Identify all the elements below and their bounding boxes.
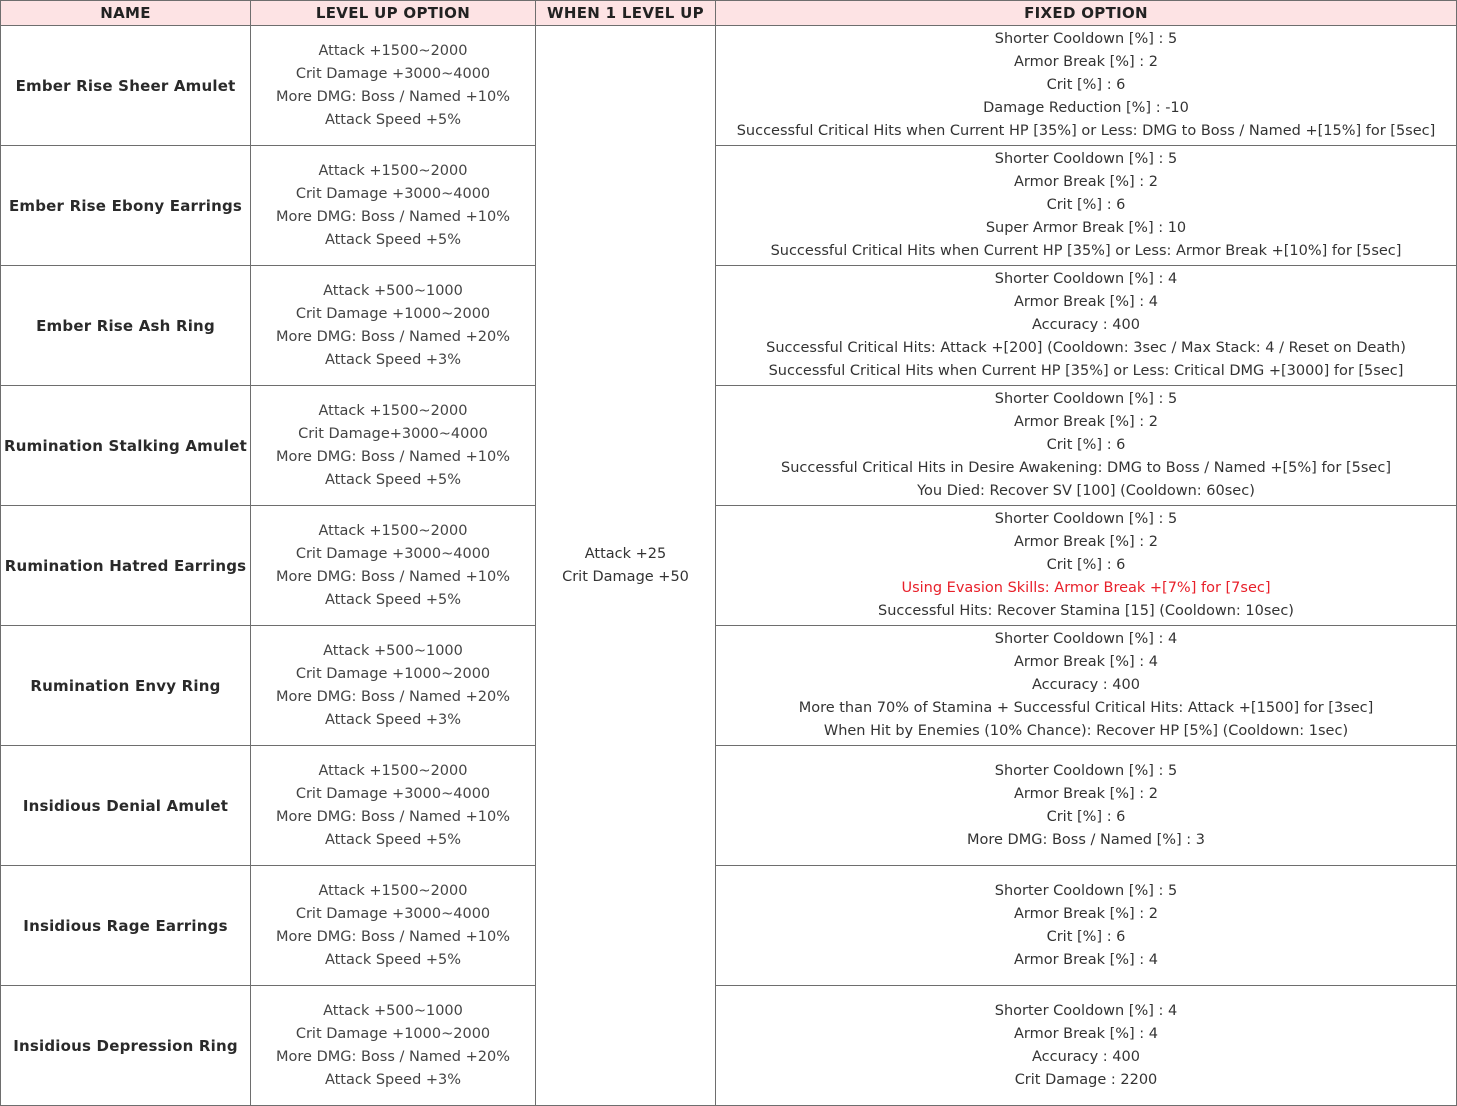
item-name: Ember Rise Ebony Earrings	[1, 146, 251, 266]
fixed-option-line: Armor Break [%] : 4	[1013, 654, 1159, 670]
level-up-option-line: More DMG: Boss / Named +10%	[276, 808, 510, 825]
fixed-option-cell	[716, 986, 1457, 1106]
fixed-option-line: Armor Break [%] : 2	[1013, 905, 1159, 922]
item-name: Insidious Rage Earrings	[1, 866, 251, 986]
level-up-option-line: More DMG: Boss / Named +20%	[276, 688, 510, 705]
level-up-option-cell	[251, 146, 536, 266]
fixed-option-line: Armor Break [%] : 2	[1013, 54, 1159, 70]
fixed-option-line: Armor Break [%] : 2	[1013, 414, 1159, 430]
fixed-option-line: Super Armor Break [%] : 10	[985, 220, 1187, 236]
fixed-option-line: Armor Break [%] : 2	[1013, 785, 1159, 802]
level-up-option-cell	[251, 26, 536, 146]
fixed-option-line: Shorter Cooldown [%] : 4	[994, 1002, 1178, 1019]
level-up-option-cell	[251, 746, 536, 866]
level-up-option-line: More DMG: Boss / Named +10%	[276, 568, 510, 585]
level-up-option-cell	[251, 386, 536, 506]
level-up-option-line: Crit Damage +3000~4000	[295, 785, 491, 802]
level-up-option-line: More DMG: Boss / Named +20%	[276, 1048, 510, 1065]
fixed-option-line: Damage Reduction [%] : -10	[983, 100, 1189, 116]
level-up-option-line: Crit Damage +3000~4000	[295, 545, 491, 562]
fixed-option-line: Crit [%] : 6	[1046, 928, 1126, 945]
level-up-option-line: Attack Speed +5%	[324, 591, 462, 608]
level-up-option-line: More DMG: Boss / Named +10%	[276, 928, 510, 945]
fixed-option-line: Shorter Cooldown [%] : 5	[994, 882, 1178, 899]
level-up-option-line: Attack Speed +5%	[324, 231, 462, 248]
table-row	[1, 386, 1457, 506]
fixed-option-line: Shorter Cooldown [%] : 5	[994, 762, 1178, 779]
fixed-option-line: Successful Critical Hits in Desire Awakening: DMG to Boss / Named +[5%] for [5sec]	[781, 460, 1391, 476]
level-up-option-line: More DMG: Boss / Named +10%	[276, 88, 510, 105]
level-up-option-line: Attack +1500~2000	[318, 522, 468, 539]
fixed-option-line: Shorter Cooldown [%] : 5	[994, 31, 1178, 47]
fixed-option-line: Crit [%] : 6	[1046, 808, 1126, 825]
fixed-option-line: Crit [%] : 6	[1046, 197, 1126, 213]
fixed-option-line: Crit [%] : 6	[1046, 437, 1126, 453]
level-up-option-line: Attack Speed +5%	[324, 831, 462, 848]
level-up-option-line: Attack Speed +5%	[324, 951, 462, 968]
fixed-option-line: Shorter Cooldown [%] : 4	[994, 271, 1178, 287]
level-up-option-line: Attack +1500~2000	[318, 162, 468, 179]
level-up-option-line: Crit Damage +1000~2000	[295, 305, 491, 322]
fixed-option-line: Armor Break [%] : 2	[1013, 174, 1159, 190]
fixed-option-cell	[716, 866, 1457, 986]
fixed-option-cell	[716, 506, 1457, 626]
level-up-option-line: Crit Damage +1000~2000	[295, 665, 491, 682]
item-name: Insidious Depression Ring	[1, 986, 251, 1106]
fixed-option-cell	[716, 746, 1457, 866]
level-up-option-cell	[251, 626, 536, 746]
fixed-option-line: Armor Break [%] : 2	[1013, 534, 1159, 550]
fixed-option-cell	[716, 26, 1457, 146]
table-row	[1, 626, 1457, 746]
fixed-option-line: Accuracy : 400	[1032, 1048, 1140, 1065]
fixed-option-cell	[716, 146, 1457, 266]
level-up-option-line: Crit Damage +1000~2000	[295, 1025, 491, 1042]
level-up-option-line: More DMG: Boss / Named +10%	[276, 448, 510, 465]
fixed-option-line: Armor Break [%] : 4	[1013, 1025, 1159, 1042]
level-up-option-line: Attack +1500~2000	[318, 882, 468, 899]
level-up-option-line: Attack +500~1000	[323, 282, 463, 299]
level-up-option-line: Crit Damage+3000~4000	[298, 425, 488, 442]
fixed-option-line: Shorter Cooldown [%] : 5	[994, 391, 1178, 407]
level-up-option-line: Crit Damage +3000~4000	[295, 905, 491, 922]
when-1-level-up-line: Attack +25	[584, 545, 667, 562]
fixed-option-line: Crit [%] : 6	[1046, 77, 1126, 93]
level-up-option-line: Attack +500~1000	[323, 642, 463, 659]
table-row	[1, 746, 1457, 866]
fixed-option-line: Crit Damage : 2200	[1014, 1071, 1158, 1088]
item-name: Ember Rise Ash Ring	[1, 266, 251, 386]
table-row	[1, 866, 1457, 986]
table-row	[1, 146, 1457, 266]
item-name: Ember Rise Sheer Amulet	[1, 26, 251, 146]
level-up-option-line: Crit Damage +3000~4000	[295, 185, 491, 202]
fixed-option-line: More DMG: Boss / Named [%] : 3	[966, 831, 1205, 848]
item-name: Insidious Denial Amulet	[1, 746, 251, 866]
fixed-option-line: Successful Critical Hits when Current HP [35%] or Less: Armor Break +[10%] for [5sec]	[770, 243, 1402, 259]
table-row	[1, 506, 1457, 626]
item-name: Rumination Hatred Earrings	[1, 506, 251, 626]
fixed-option-line-highlight: Using Evasion Skills: Armor Break +[7%] for [7sec]	[901, 580, 1271, 596]
item-name: Rumination Envy Ring	[1, 626, 251, 746]
fixed-option-line: Successful Critical Hits when Current HP [35%] or Less: Critical DMG +[3000] for [5sec]	[768, 363, 1404, 379]
fixed-option-line: Accuracy : 400	[1032, 677, 1140, 693]
fixed-option-cell	[716, 386, 1457, 506]
fixed-option-line: Shorter Cooldown [%] : 4	[994, 631, 1178, 647]
level-up-option-line: Attack Speed +3%	[324, 1071, 462, 1088]
level-up-option-line: Attack +500~1000	[323, 1002, 463, 1019]
when-1-level-up-line: Crit Damage +50	[562, 568, 689, 585]
level-up-option-line: Crit Damage +3000~4000	[295, 65, 491, 82]
header-level-up-option: LEVEL UP OPTION	[251, 1, 536, 26]
header-row	[1, 1, 1457, 26]
fixed-option-line: Successful Hits: Recover Stamina [15] (Cooldown: 10sec)	[878, 603, 1294, 619]
header-name: NAME	[1, 1, 251, 26]
fixed-option-line: Successful Critical Hits: Attack +[200] (Cooldown: 3sec / Max Stack: 4 / Reset on Death)	[766, 340, 1406, 356]
level-up-option-line: More DMG: Boss / Named +20%	[276, 328, 510, 345]
fixed-option-line: Accuracy : 400	[1032, 317, 1140, 333]
fixed-option-line: Armor Break [%] : 4	[1013, 951, 1159, 968]
fixed-option-cell	[716, 266, 1457, 386]
level-up-option-cell	[251, 506, 536, 626]
level-up-option-line: More DMG: Boss / Named +10%	[276, 208, 510, 225]
table-body	[1, 26, 1457, 1106]
fixed-option-line: Armor Break [%] : 4	[1013, 294, 1159, 310]
level-up-option-line: Attack +1500~2000	[318, 42, 468, 59]
header-fixed-option: FIXED OPTION	[716, 1, 1457, 26]
level-up-option-line: Attack Speed +3%	[324, 711, 462, 728]
level-up-option-cell	[251, 986, 536, 1106]
level-up-option-line: Attack Speed +5%	[324, 111, 462, 128]
level-up-option-cell	[251, 266, 536, 386]
fixed-option-line: You Died: Recover SV [100] (Cooldown: 60sec)	[917, 483, 1255, 499]
item-name: Rumination Stalking Amulet	[1, 386, 251, 506]
fixed-option-line: Crit [%] : 6	[1046, 557, 1126, 573]
level-up-option-line: Attack Speed +5%	[324, 471, 462, 488]
header-when-1-level-up: WHEN 1 LEVEL UP	[536, 1, 716, 26]
fixed-option-line: When Hit by Enemies (10% Chance): Recover HP [5%] (Cooldown: 1sec)	[823, 723, 1349, 739]
table-row	[1, 26, 1457, 146]
fixed-option-line: Shorter Cooldown [%] : 5	[994, 511, 1178, 527]
when-1-level-up-cell	[536, 26, 716, 1106]
level-up-option-line: Attack +1500~2000	[318, 762, 468, 779]
level-up-option-line: Attack Speed +3%	[324, 351, 462, 368]
fixed-option-cell	[716, 626, 1457, 746]
table-row	[1, 266, 1457, 386]
level-up-option-cell	[251, 866, 536, 986]
fixed-option-line: Successful Critical Hits when Current HP [35%] or Less: DMG to Boss / Named +[15%] for [5sec]	[736, 123, 1436, 139]
fixed-option-line: Shorter Cooldown [%] : 5	[994, 151, 1178, 167]
fixed-option-line: More than 70% of Stamina + Successful Critical Hits: Attack +[1500] for [3sec]	[798, 700, 1374, 716]
level-up-option-line: Attack +1500~2000	[318, 402, 468, 419]
table-row	[1, 986, 1457, 1106]
